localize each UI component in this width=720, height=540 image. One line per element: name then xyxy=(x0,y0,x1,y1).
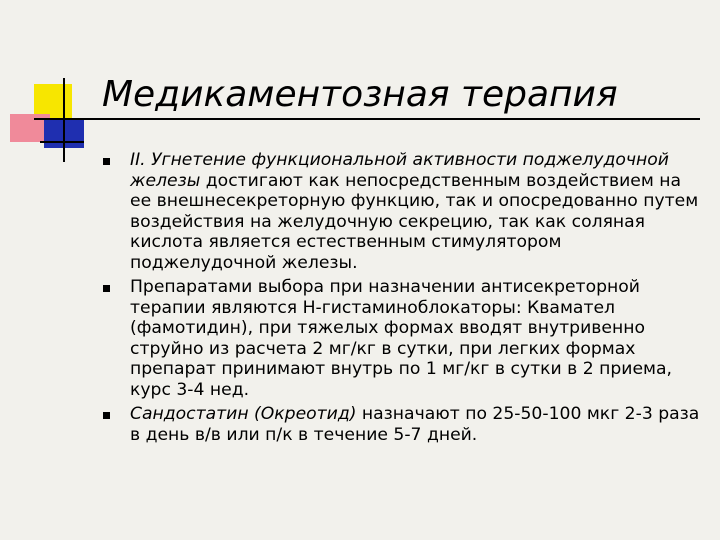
title-underline xyxy=(64,118,700,120)
bullet-list xyxy=(100,150,700,449)
logo-vertical-line xyxy=(63,78,65,162)
bullet-item-2 xyxy=(100,277,700,400)
slide-title: Медикаментозная терапия xyxy=(102,74,618,115)
square-bullet-icon xyxy=(103,412,110,419)
bullet-body-text: назначают по 25-50-100 мкг 2-3 раза в день в/в или п/к в течение 5-7 дней. xyxy=(130,404,700,445)
square-bullet-icon xyxy=(103,285,110,292)
bullet-item-1 xyxy=(100,150,700,273)
bullet-lead-text: II. Угнетение функциональной активности поджелудочной железы xyxy=(130,150,669,191)
bullet-body-text: достигают как непосредственным воздействием на ее внешнесекреторную функцию, так и опосредованно путем воздействия на желудочную секрецию, так как соляная кислота является естественным стимулятором поджелудочной железы. xyxy=(130,170,699,273)
logo-horizontal-line-lower xyxy=(40,141,84,143)
decorative-logo xyxy=(0,0,100,170)
bullet-lead-text: Сандостатин (Окреотид) xyxy=(130,404,357,424)
square-bullet-icon xyxy=(103,158,110,165)
bullet-body-text: Препаратами выбора при назначении антисекреторной терапии являются Н-гистаминоблокаторы: Квамател (фамотидин), при тяжелых формах вводят внутривенно струйно из расчета 2 мг/кг в сутки, при легких формах препарат принимают внутрь по 1 мг/кг в сутки в 2 приема, курс 3-4 нед. xyxy=(130,277,672,400)
bullet-item-3 xyxy=(100,404,700,445)
